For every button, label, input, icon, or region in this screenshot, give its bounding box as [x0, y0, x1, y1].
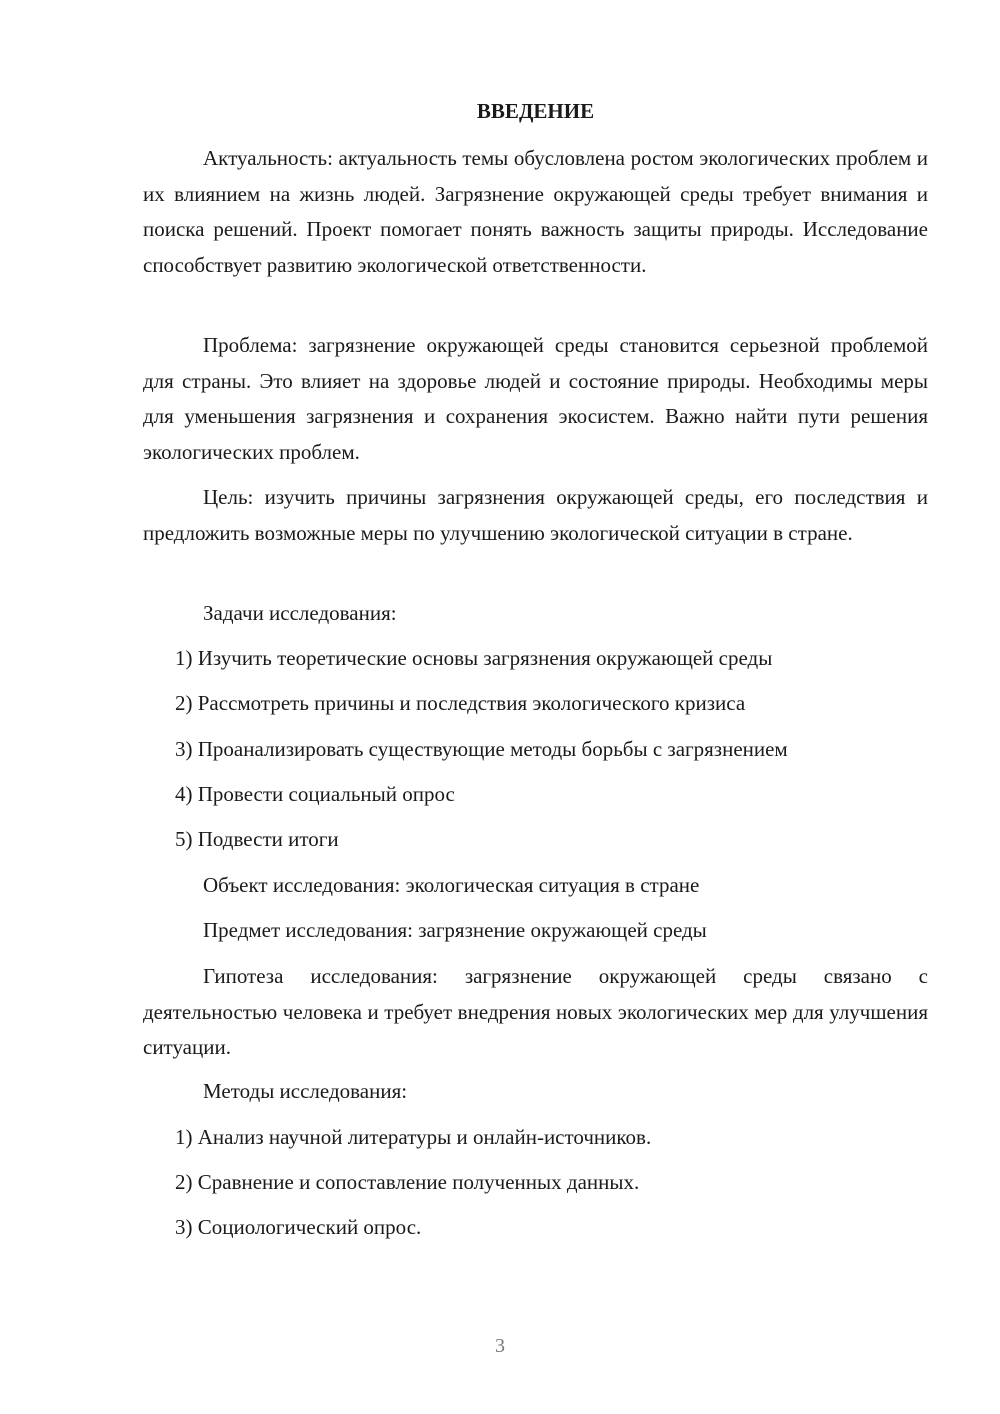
list-item: 4) Провести социальный опрос [175, 782, 455, 806]
page-number: 3 [495, 1335, 505, 1357]
list-item: 1) Анализ научной литературы и онлайн-источников. [175, 1125, 652, 1149]
subject-line: Предмет исследования: загрязнение окружающей среды [203, 918, 707, 942]
tasks-title: Задачи исследования: [203, 601, 397, 625]
list-item: 1) Изучить теоретические основы загрязнения окружающей среды [175, 646, 773, 670]
list-item: 2) Сравнение и сопоставление полученных данных. [175, 1170, 640, 1194]
section-heading: ВВЕДЕНИЕ [476, 99, 595, 123]
relevance-paragraph: Актуальность: актуальность темы обусловлена ростом экологических проблем и их влиянием на жизнь людей. Загрязнение окружающей среды требует внимания и поиска решений. Проект помогает понять важность защиты природы. Исследование способствует развитию экологической ответственности. [143, 146, 928, 277]
methods-title: Методы исследования: [203, 1079, 408, 1103]
list-item: 5) Подвести итоги [175, 827, 339, 851]
object-line: Объект исследования: экологическая ситуация в стране [203, 873, 700, 897]
problem-paragraph: Проблема: загрязнение окружающей среды становится серьезной проблемой для страны. Это влияет на здоровье людей и состояние природы. Необходимы меры для уменьшения загрязнения и сохранения экосистем. Важно найти пути решения экологических проблем. [143, 333, 928, 464]
goal-paragraph: Цель: изучить причины загрязнения окружающей среды, его последствия и предложить возможные меры по улучшению экологической ситуации в стране. [143, 485, 928, 545]
list-item: 3) Социологический опрос. [175, 1215, 422, 1239]
list-item: 3) Проанализировать существующие методы борьбы с загрязнением [175, 737, 788, 761]
hypothesis-paragraph: Гипотеза исследования: загрязнение окружающей среды связано с деятельностью человека и требует внедрения новых экологических мер для улучшения ситуации. [143, 964, 928, 1059]
list-item: 2) Рассмотреть причины и последствия экологического кризиса [175, 691, 746, 715]
